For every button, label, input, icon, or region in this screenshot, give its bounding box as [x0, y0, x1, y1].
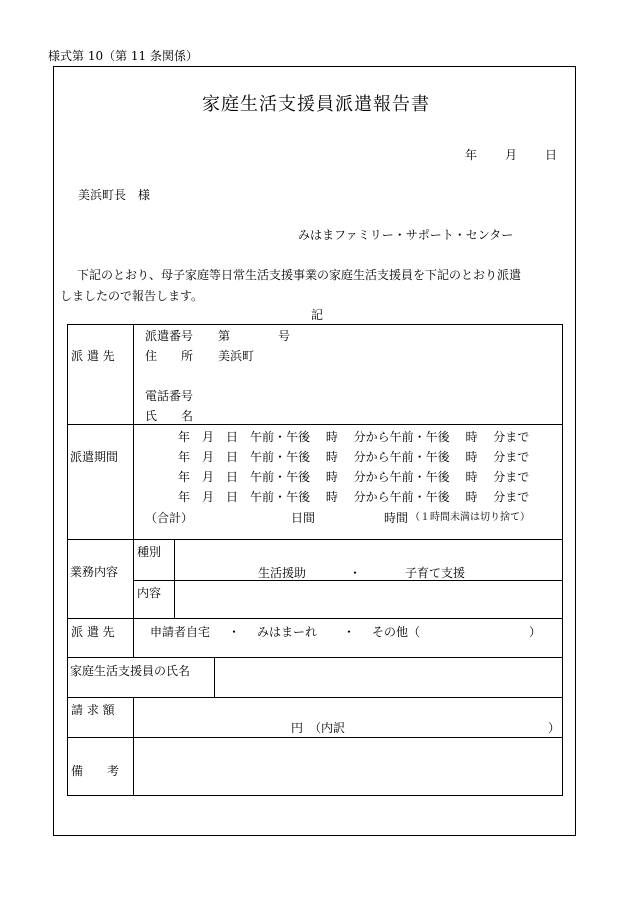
- remarks-header: 備 考: [71, 764, 120, 778]
- row-divider: [67, 657, 563, 658]
- dispatch-number-dai: 第: [218, 329, 231, 343]
- billing-close-paren: ）: [548, 721, 561, 735]
- row-divider: [67, 424, 563, 425]
- place-separator: ・: [228, 625, 241, 639]
- column-divider: [214, 657, 215, 697]
- period-hours-label: 時間: [384, 511, 409, 525]
- row-divider: [67, 539, 563, 540]
- address-label: 住 所: [145, 349, 194, 363]
- row-divider: [133, 580, 563, 581]
- date-year: 年: [465, 148, 478, 162]
- work-content-label: 内容: [137, 586, 162, 600]
- row-divider: [67, 737, 563, 738]
- work-type-label: 種別: [137, 545, 162, 559]
- place-option-mihamare: みはまーれ: [257, 625, 318, 639]
- page-title: 家庭生活支援員派遣報告書: [202, 94, 430, 115]
- row-divider: [67, 618, 563, 619]
- work-header: 業務内容: [70, 565, 119, 579]
- place-separator: ・: [343, 625, 356, 639]
- addressee: 美浜町長 様: [78, 188, 151, 202]
- billing-yen: 円 （内訳: [291, 721, 346, 735]
- supporter-name-label: 家庭生活支援員の氏名: [70, 664, 191, 678]
- period-row: 年 月 日 午前・午後 時 分から午前・午後 時 分まで: [178, 430, 530, 444]
- date-day: 日: [545, 148, 558, 162]
- intro-line-1: 下記のとおり、母子家庭等日常生活支援事業の家庭生活支援員を下記のとおり派遣: [77, 268, 522, 282]
- name-label: 氏 名: [145, 409, 194, 423]
- place-option-home: 申請者自宅: [150, 625, 211, 639]
- column-divider: [174, 539, 175, 618]
- period-row: 年 月 日 午前・午後 時 分から午前・午後 時 分まで: [178, 470, 530, 484]
- work-type-option-2: 子育て支援: [405, 566, 466, 580]
- dispatch-header: 派 遣 先: [71, 349, 115, 363]
- place-close-paren: ）: [529, 625, 542, 639]
- period-row: 年 月 日 午前・午後 時 分から午前・午後 時 分まで: [178, 490, 530, 504]
- period-header: 派遣期間: [70, 450, 119, 464]
- column-divider: [133, 324, 134, 619]
- period-hours-note: （１時間未満は切り捨て）: [410, 512, 530, 523]
- form-label: 様式第 10（第 11 条関係）: [48, 49, 198, 63]
- sender: みはまファミリー・サポート・センター: [298, 228, 514, 242]
- period-days-label: 日間: [291, 511, 316, 525]
- column-divider: [133, 618, 134, 658]
- period-row: 年 月 日 午前・午後 時 分から午前・午後 時 分まで: [178, 450, 530, 464]
- address-value: 美浜町: [218, 349, 255, 363]
- column-divider: [133, 697, 134, 796]
- work-type-separator: ・: [349, 566, 362, 580]
- ki-label: 記: [311, 308, 324, 322]
- intro-line-2: しましたので報告します。: [60, 289, 204, 303]
- place-option-other: その他（: [372, 625, 421, 639]
- phone-label: 電話番号: [145, 389, 194, 403]
- dispatch-number-go: 号: [278, 329, 291, 343]
- date-month: 月: [505, 148, 518, 162]
- billing-header: 請 求 額: [71, 703, 115, 717]
- dispatch-number-label: 派遣番号: [145, 329, 194, 343]
- work-type-option-1: 生活援助: [258, 566, 307, 580]
- row-divider: [67, 697, 563, 698]
- period-total-label: （合計）: [145, 511, 194, 525]
- place-header: 派 遣 先: [71, 625, 115, 639]
